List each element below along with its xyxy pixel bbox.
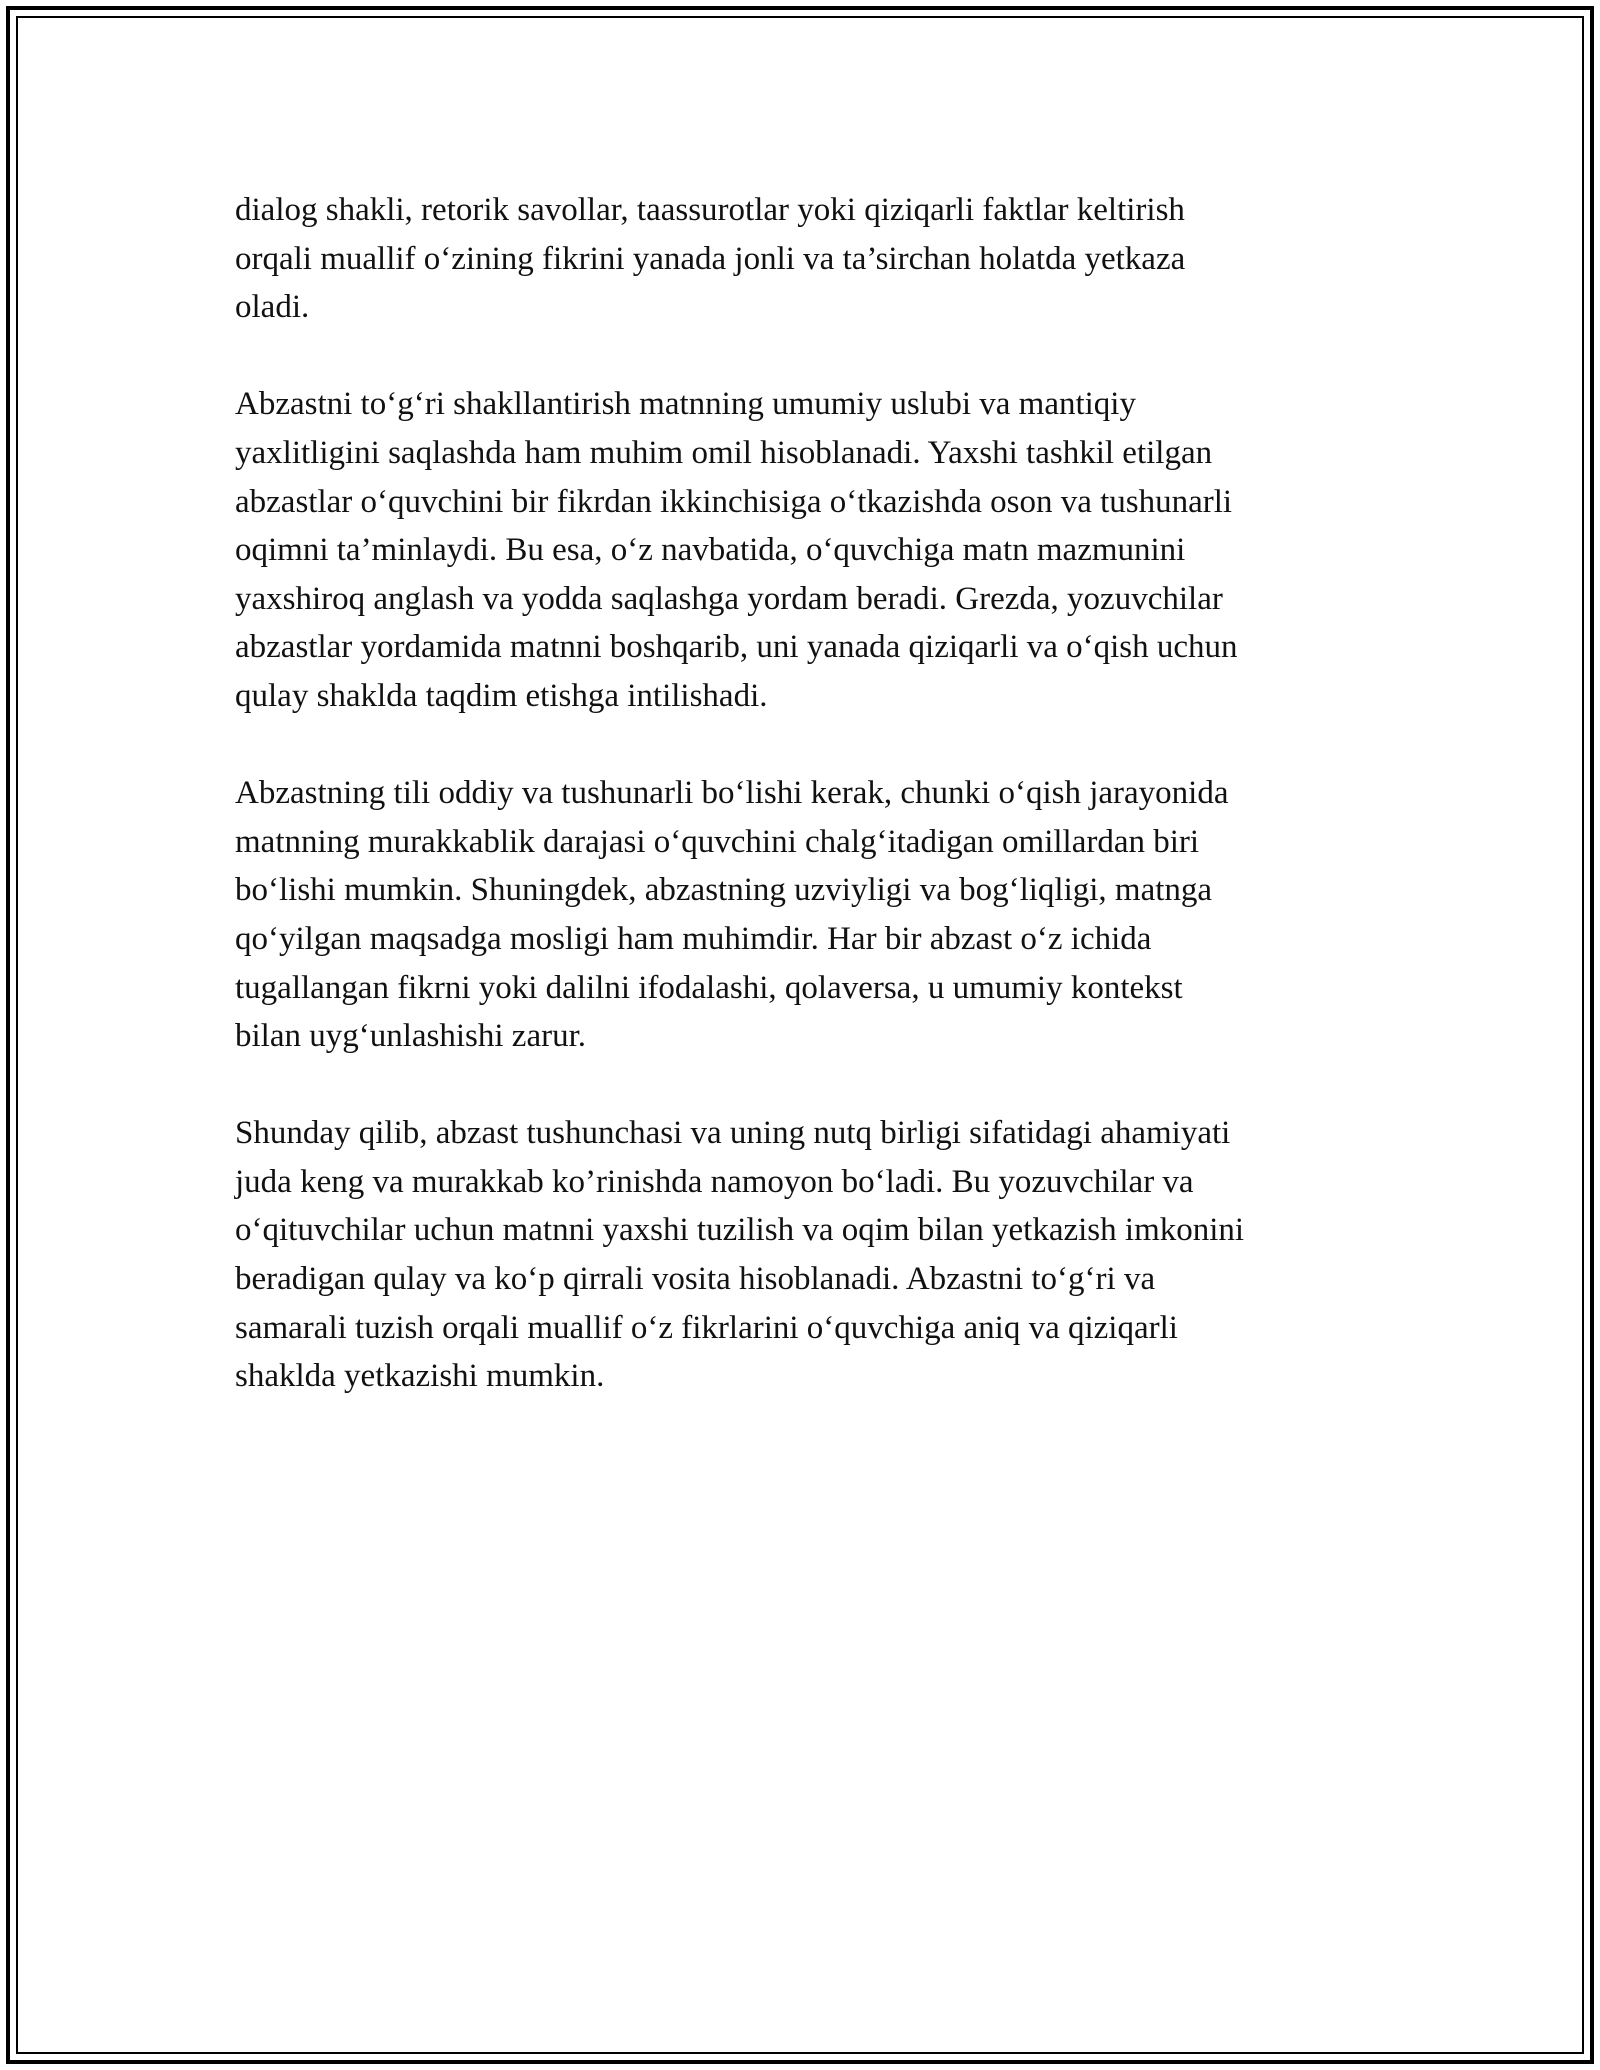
paragraph-line: qulay shaklda taqdim etishga intilishadi.: [235, 677, 768, 714]
paragraph-1: [235, 186, 1385, 332]
paragraph-line: oladi.: [235, 289, 310, 326]
document-body: [235, 186, 1385, 1449]
paragraph-line: o‘qituvchilar uchun matnni yaxshi tuzilish va oqim bilan yetkazish imkonini: [235, 1212, 1245, 1249]
paragraph-line: Shunday qilib, abzast tushunchasi va uning nutq birligi sifatidagi ahamiyati: [235, 1115, 1231, 1152]
paragraph-line: Abzastni to‘g‘ri shakllantirish matnning umumiy uslubi va mantiqiy: [235, 386, 1136, 423]
paragraph-3: [235, 769, 1385, 1061]
paragraph-line: tugallangan fikrni yoki dalilni ifodalashi, qolaversa, u umumiy kontekst: [235, 969, 1183, 1006]
paragraph-line: yaxshiroq anglash va yodda saqlashga yordam beradi. Grezda, yozuvchilar: [235, 580, 1223, 617]
paragraph-line: abzastlar yordamida matnni boshqarib, uni yanada qiziqarli va o‘qish uchun: [235, 629, 1238, 666]
paragraph-line: yaxlitligini saqlashda ham muhim omil hisoblanadi. Yaxshi tashkil etilgan: [235, 434, 1213, 471]
paragraph-line: dialog shakli, retorik savollar, taassurotlar yoki qiziqarli faktlar keltirish: [235, 192, 1185, 228]
paragraph-line: qo‘yilgan maqsadga mosligi ham muhimdir. Har bir abzast o‘z ichida: [235, 920, 1152, 957]
paragraph-line: oqimni ta’minlaydi. Bu esa, o‘z navbatida, o‘quvchiga matn mazmunini: [235, 532, 1186, 569]
paragraph-line: matnning murakkablik darajasi o‘quvchini chalg‘itadigan omillardan biri: [235, 823, 1200, 860]
paragraph-line: orqali muallif o‘zining fikrini yanada jonli va ta’sirchan holatda yetkaza: [235, 240, 1186, 277]
paragraph-line: beradigan qulay va ko‘p qirrali vosita hisoblanadi. Abzastni to‘g‘ri va: [235, 1261, 1156, 1298]
paragraph-line: juda keng va murakkab ko’rinishda namoyon bo‘ladi. Bu yozuvchilar va: [235, 1163, 1194, 1200]
paragraph-line: shaklda yetkazishi mumkin.: [235, 1358, 605, 1395]
paragraph-4: [235, 1109, 1385, 1401]
paragraph-line: samarali tuzish orqali muallif o‘z fikrlarini o‘quvchiga aniq va qiziqarli: [235, 1309, 1178, 1346]
paragraph-line: Abzastning tili oddiy va tushunarli bo‘lishi kerak, chunki o‘qish jarayonida: [235, 775, 1229, 812]
paragraph-line: bilan uyg‘unlashishi zarur.: [235, 1018, 587, 1055]
paragraph-line: abzastlar o‘quvchini bir fikrdan ikkinchisiga o‘tkazishda oson va tushunarli: [235, 483, 1233, 520]
paragraph-line: bo‘lishi mumkin. Shuningdek, abzastning uzviyligi va bog‘liqligi, matnga: [235, 872, 1213, 909]
paragraph-2: [235, 380, 1385, 720]
